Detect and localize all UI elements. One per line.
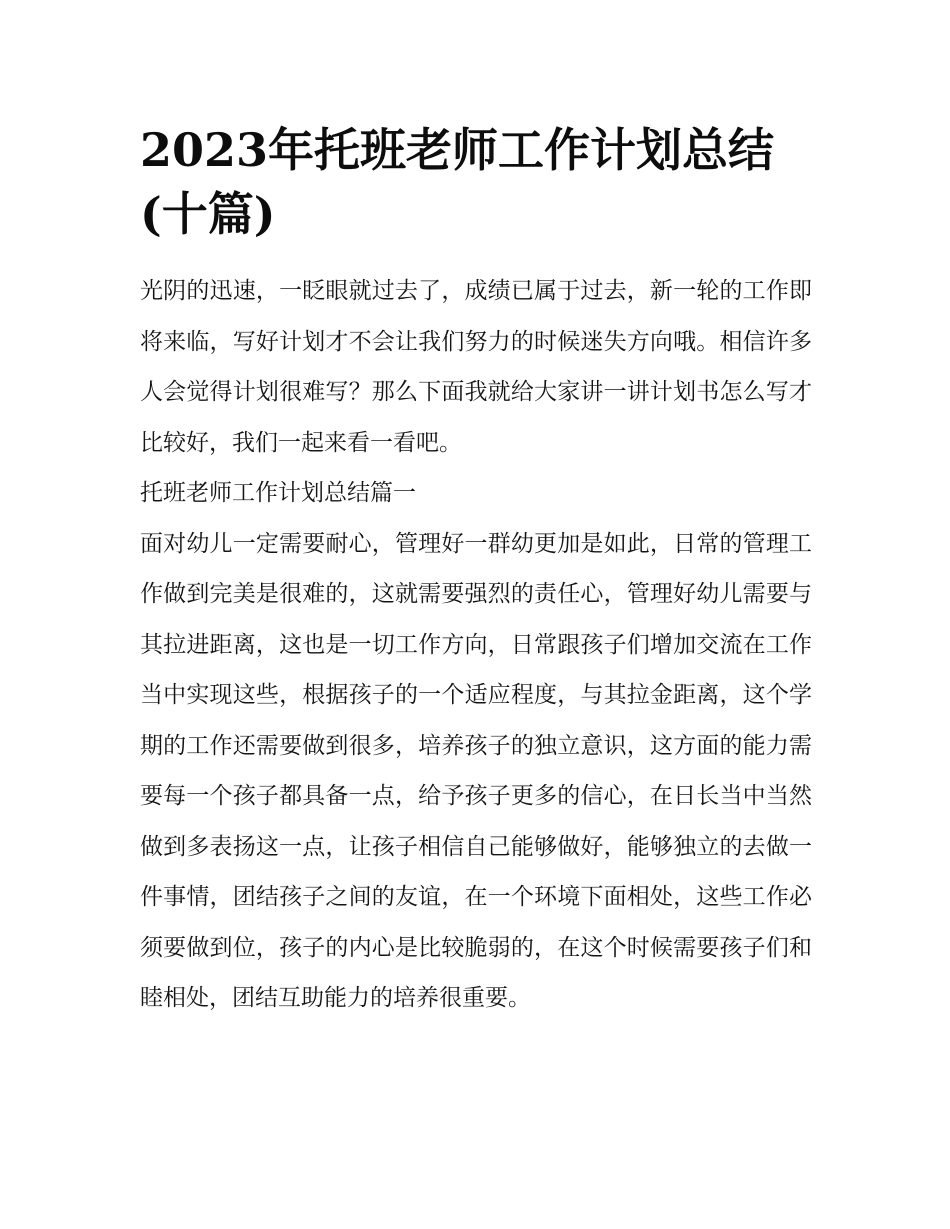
document-title: 2023年托班老师工作计划总结(十篇) [140, 123, 775, 241]
section-heading: 托班老师工作计划总结篇一 [140, 480, 416, 506]
intro-paragraph: 光阴的迅速，一眨眼就过去了，成绩已属于过去，新一轮的工作即将来临，写好计划才不会让我们努力的时候迷失方向哦。相信许多人会觉得计划很难写？那么下面我就给大家讲一讲计划书怎么写才比较好，我们一起来看一看吧。 [140, 278, 812, 456]
section-body-paragraph: 面对幼儿一定需要耐心，管理好一群幼更加是如此，日常的管理工作做到完美是很难的，这就需要强烈的责任心，管理好幼儿需要与其拉进距离，这也是一切工作方向，日常跟孩子们增加交流在工作当中实现这些，根据孩子的一个适应程度，与其拉金距离，这个学期的工作还需要做到很多，培养孩子的独立意识，这方面的能力需要每一个孩子都具备一点，给予孩子更多的信心，在日长当中当然做到多表扬这一点，让孩子相信自己能够做好，能够独立的去做一件事情，团结孩子之间的友谊，在一个环境下面相处，这些工作必须要做到位，孩子的内心是比较脆弱的，在这个时候需要孩子们和睦相处，团结互助能力的培养很重要。 [140, 530, 812, 1011]
document-content [140, 118, 812, 1024]
